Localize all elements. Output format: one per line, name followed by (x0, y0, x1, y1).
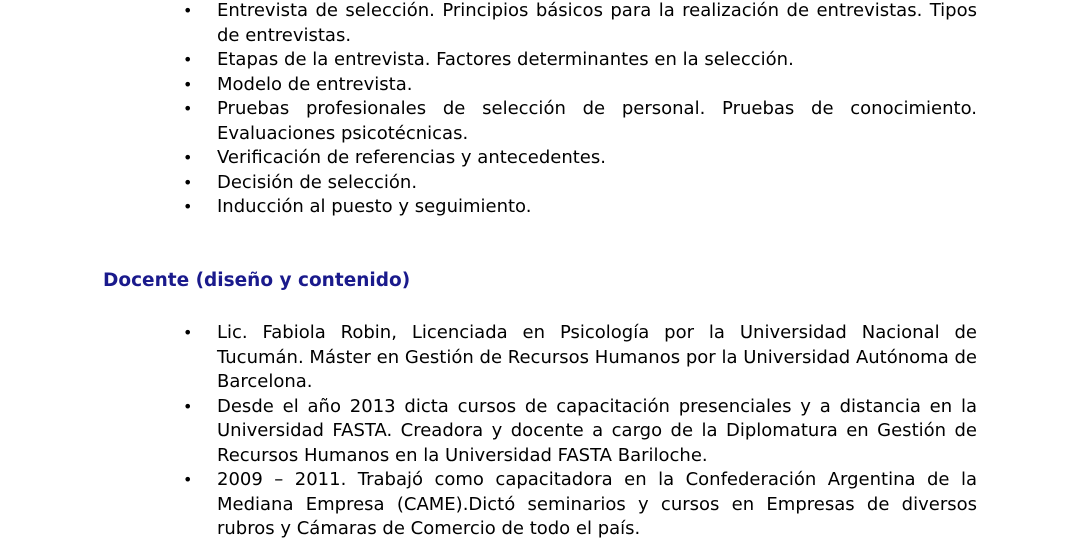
list-item (0, 0, 977, 48)
selection-topics-list (0, 0, 1080, 220)
list-item-text: Modelo de entrevista. (217, 73, 413, 95)
docente-list (0, 321, 1080, 542)
list-item (0, 321, 977, 395)
list-item (0, 468, 977, 542)
section-heading-docente: Docente (diseño y contenido) (103, 270, 411, 291)
bullet-icon: • (183, 148, 193, 167)
bullet-icon: • (183, 74, 193, 94)
list-item-text: Desde el año 2013 dicta cursos de capacitación presenciales y a distancia en la Universidad FASTA. Creadora y docente a cargo de la Diplomatura en Gestión de Recursos Humanos en la Universidad FASTA Bariloche. (217, 395, 977, 466)
list-item-text: Lic. Fabiola Robin, Licenciada en Psicología por la Universidad Nacional de Tucumán. Máster en Gestión de Recursos Humanos por la Universidad Autónoma de Barcelona. (217, 322, 977, 392)
list-item-text: Entrevista de selección. Principios básicos para la realización de entrevistas. Tipos de entrevistas. (217, 0, 977, 46)
list-item (0, 195, 977, 220)
bullet-icon: • (183, 1, 193, 20)
list-item (0, 73, 977, 98)
list-item-text: 2009 – 2011. Trabajó como capacitadora en la Confederación Argentina de la Mediana Empresa (CAME).Dictó seminarios y cursos en Empresas de diversos rubros y Cámaras de Comercio de todo el país. (217, 469, 977, 539)
list-item (0, 171, 977, 196)
list-item (0, 48, 977, 73)
list-item-text: Pruebas profesionales de selección de personal. Pruebas de conocimiento. Evaluaciones psicotécnicas. (217, 98, 977, 144)
bullet-icon: • (183, 172, 193, 192)
bullet-icon: • (183, 197, 193, 216)
bullet-icon: • (183, 396, 193, 416)
bullet-icon: • (183, 470, 193, 489)
bullet-icon: • (183, 323, 193, 342)
list-item (0, 146, 977, 171)
list-item-text: Decisión de selección. (217, 171, 418, 193)
list-item (0, 395, 977, 469)
list-item-text: Verificación de referencias y antecedentes. (217, 147, 606, 168)
bullet-icon: • (183, 99, 193, 118)
list-item-text: Inducción al puesto y seguimiento. (217, 196, 532, 217)
list-item (0, 97, 977, 146)
list-item-text: Etapas de la entrevista. Factores determinantes en la selección. (217, 49, 794, 70)
bullet-icon: • (183, 50, 193, 69)
